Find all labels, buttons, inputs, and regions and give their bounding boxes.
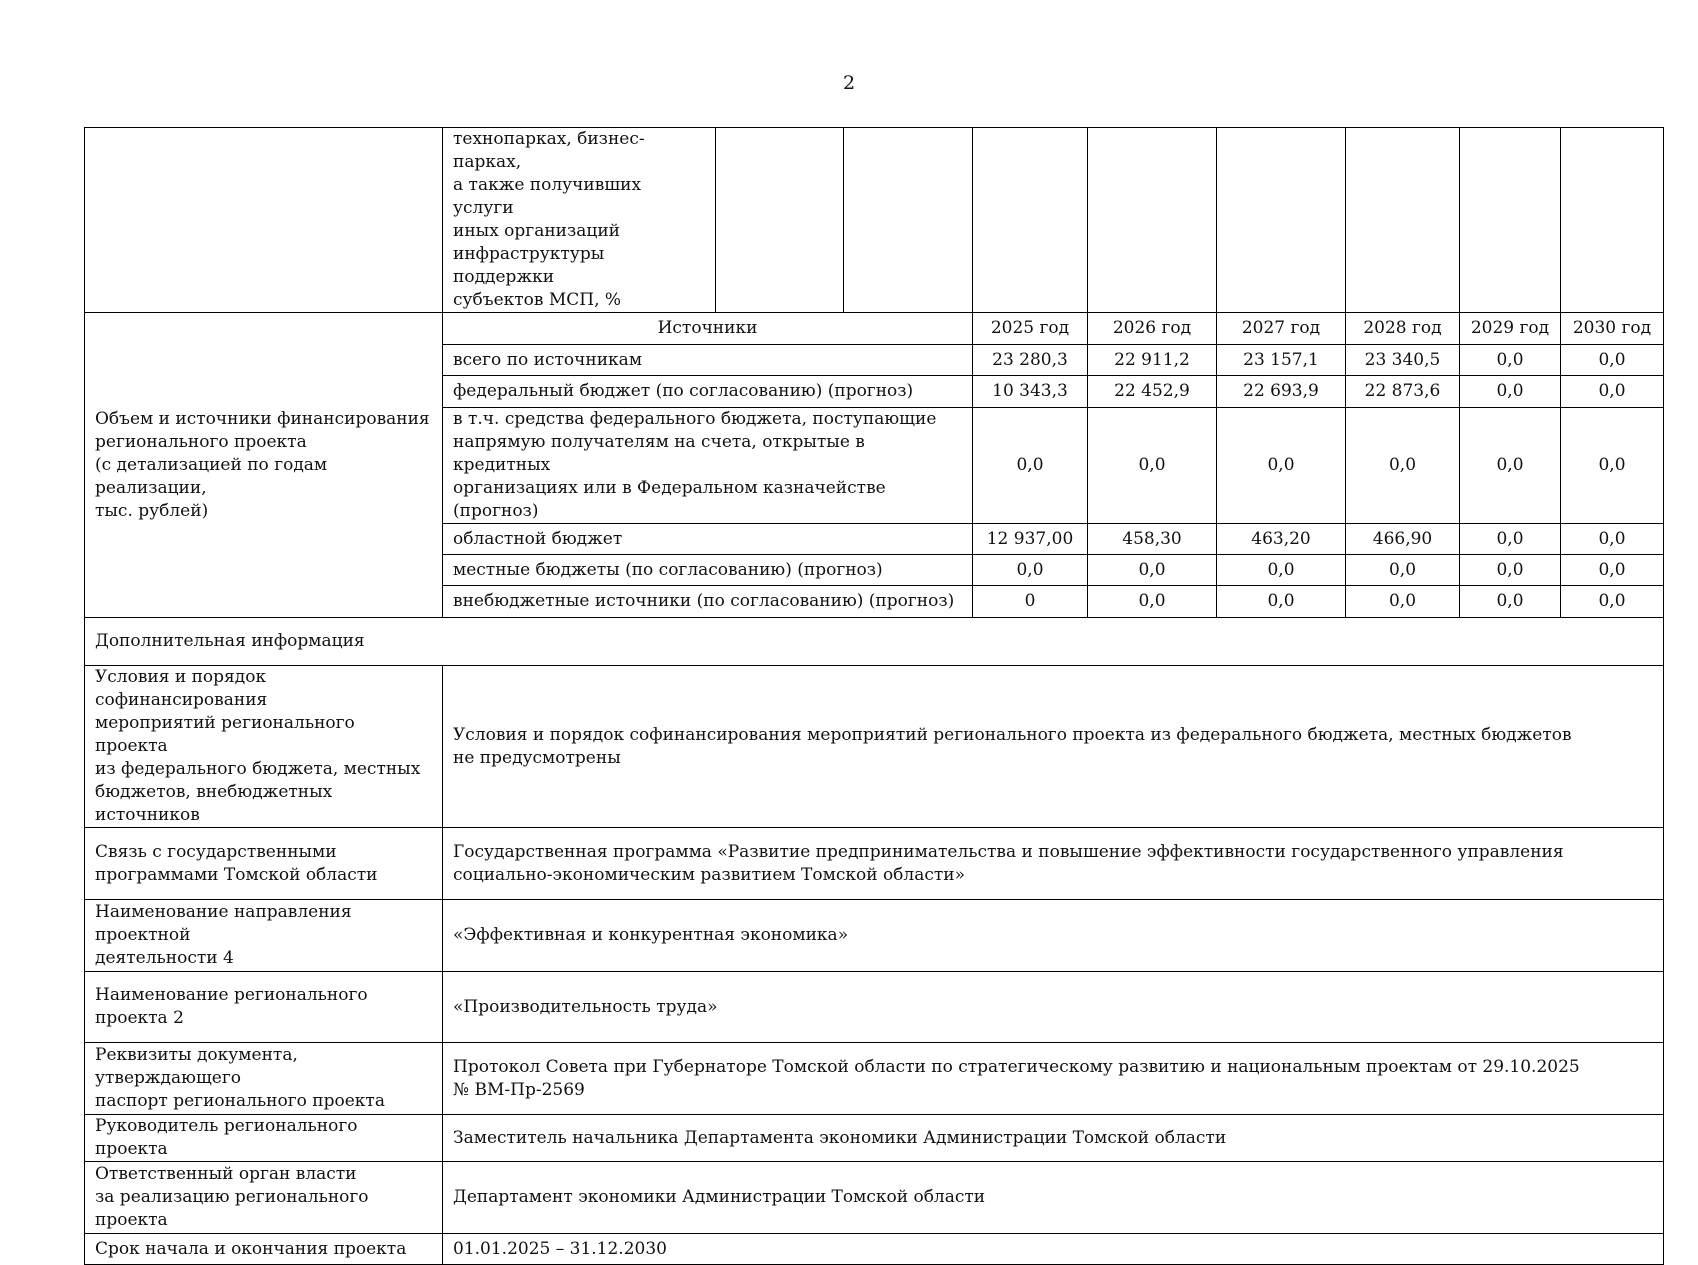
source-value: 466,90 xyxy=(1346,524,1460,555)
source-value: 0,0 xyxy=(1346,555,1460,586)
source-value: 0,0 xyxy=(1561,555,1664,586)
source-value: 0,0 xyxy=(1561,586,1664,618)
source-value: 23 280,3 xyxy=(973,345,1088,376)
source-value: 458,30 xyxy=(1088,524,1217,555)
source-name: местные бюджеты (по согласованию) (прогноз) xyxy=(443,555,973,586)
info-row xyxy=(85,828,1664,900)
source-value: 0,0 xyxy=(1561,345,1664,376)
info-label: Руководитель регионального проекта xyxy=(85,1115,443,1162)
empty-label-cell xyxy=(85,128,443,313)
source-name: всего по источникам xyxy=(443,345,973,376)
source-value: 0,0 xyxy=(1217,408,1346,524)
source-name: федеральный бюджет (по согласованию) (прогноз) xyxy=(443,376,973,408)
source-name: в т.ч. средства федерального бюджета, поступающие напрямую получателям на счета, открытые в кредитных организациях или в Федеральном казначействе (прогноз) xyxy=(443,408,973,524)
info-value: Государственная программа «Развитие предпринимательства и повышение эффективности государственного управления социально-экономическим развитием Томской области» xyxy=(443,828,1664,900)
source-value: 0,0 xyxy=(1460,586,1561,618)
source-value: 0,0 xyxy=(1346,408,1460,524)
source-value: 0,0 xyxy=(1088,586,1217,618)
source-value: 0,0 xyxy=(1460,376,1561,408)
info-label: Ответственный орган власти за реализацию регионального проекта xyxy=(85,1162,443,1234)
info-label: Наименование регионального проекта 2 xyxy=(85,972,443,1043)
info-row xyxy=(85,1234,1664,1265)
source-value: 23 157,1 xyxy=(1217,345,1346,376)
info-value: «Производительность труда» xyxy=(443,972,1664,1043)
year-header: 2027 год xyxy=(1217,313,1346,345)
empty-cell xyxy=(1088,128,1217,313)
year-header: 2026 год xyxy=(1088,313,1217,345)
source-value: 463,20 xyxy=(1217,524,1346,555)
source-value: 22 873,6 xyxy=(1346,376,1460,408)
empty-cell xyxy=(1346,128,1460,313)
source-value: 0,0 xyxy=(1561,376,1664,408)
indicator-name-continued: технопарках, бизнес-парках, а также получивших услуги иных организаций инфраструктуры поддержки субъектов МСП, % xyxy=(443,128,716,313)
empty-cell xyxy=(716,128,844,313)
info-row xyxy=(85,1162,1664,1234)
info-row xyxy=(85,900,1664,972)
info-label: Срок начала и окончания проекта xyxy=(85,1234,443,1265)
info-row xyxy=(85,972,1664,1043)
source-value: 22 911,2 xyxy=(1088,345,1217,376)
info-value: Заместитель начальника Департамента экономики Администрации Томской области xyxy=(443,1115,1664,1162)
page-number: 2 xyxy=(842,72,856,94)
source-value: 0,0 xyxy=(1460,524,1561,555)
continuation-row xyxy=(85,128,1664,313)
info-value: Условия и порядок софинансирования мероприятий регионального проекта из федерального бюджета, местных бюджетов не предусмотрены xyxy=(443,666,1664,828)
source-value: 0 xyxy=(973,586,1088,618)
source-name: внебюджетные источники (по согласованию) (прогноз) xyxy=(443,586,973,618)
info-label: Условия и порядок софинансирования мероприятий регионального проекта из федерального бюджета, местных бюджетов, внебюджетных источников xyxy=(85,666,443,828)
source-value: 22 452,9 xyxy=(1088,376,1217,408)
info-row xyxy=(85,1043,1664,1115)
info-row xyxy=(85,1115,1664,1162)
source-value: 23 340,5 xyxy=(1346,345,1460,376)
additional-info-row xyxy=(85,618,1664,666)
source-value: 0,0 xyxy=(1088,555,1217,586)
info-label: Наименование направления проектной деятельности 4 xyxy=(85,900,443,972)
source-value: 22 693,9 xyxy=(1217,376,1346,408)
info-label: Реквизиты документа, утверждающего паспорт регионального проекта xyxy=(85,1043,443,1115)
year-header: 2028 год xyxy=(1346,313,1460,345)
source-value: 0,0 xyxy=(1460,555,1561,586)
additional-info-heading: Дополнительная информация xyxy=(85,618,1664,666)
empty-cell xyxy=(1561,128,1664,313)
source-value: 0,0 xyxy=(1561,524,1664,555)
info-label: Связь с государственными программами Томской области xyxy=(85,828,443,900)
empty-cell xyxy=(1460,128,1561,313)
passport-table xyxy=(84,127,1664,1265)
source-value: 0,0 xyxy=(973,408,1088,524)
source-value: 0,0 xyxy=(1346,586,1460,618)
source-value: 0,0 xyxy=(973,555,1088,586)
source-value: 12 937,00 xyxy=(973,524,1088,555)
empty-cell xyxy=(1217,128,1346,313)
source-value: 0,0 xyxy=(1460,408,1561,524)
info-value: «Эффективная и конкурентная экономика» xyxy=(443,900,1664,972)
empty-cell xyxy=(973,128,1088,313)
source-value: 0,0 xyxy=(1561,408,1664,524)
source-value: 0,0 xyxy=(1088,408,1217,524)
financing-label: Объем и источники финансирования регионального проекта (с детализацией по годам реализации, тыс. рублей) xyxy=(85,313,443,618)
source-value: 0,0 xyxy=(1460,345,1561,376)
year-header: 2029 год xyxy=(1460,313,1561,345)
info-value: Протокол Совета при Губернаторе Томской области по стратегическому развитию и национальным проектам от 29.10.2025 № ВМ-Пр-2569 xyxy=(443,1043,1664,1115)
sources-header: Источники xyxy=(443,313,973,345)
info-row xyxy=(85,666,1664,828)
empty-cell xyxy=(844,128,973,313)
source-value: 0,0 xyxy=(1217,555,1346,586)
source-value: 0,0 xyxy=(1217,586,1346,618)
source-value: 10 343,3 xyxy=(973,376,1088,408)
source-name: областной бюджет xyxy=(443,524,973,555)
year-header: 2025 год xyxy=(973,313,1088,345)
info-value: 01.01.2025 – 31.12.2030 xyxy=(443,1234,1664,1265)
financing-header-row xyxy=(85,313,1664,345)
info-value: Департамент экономики Администрации Томской области xyxy=(443,1162,1664,1234)
year-header: 2030 год xyxy=(1561,313,1664,345)
